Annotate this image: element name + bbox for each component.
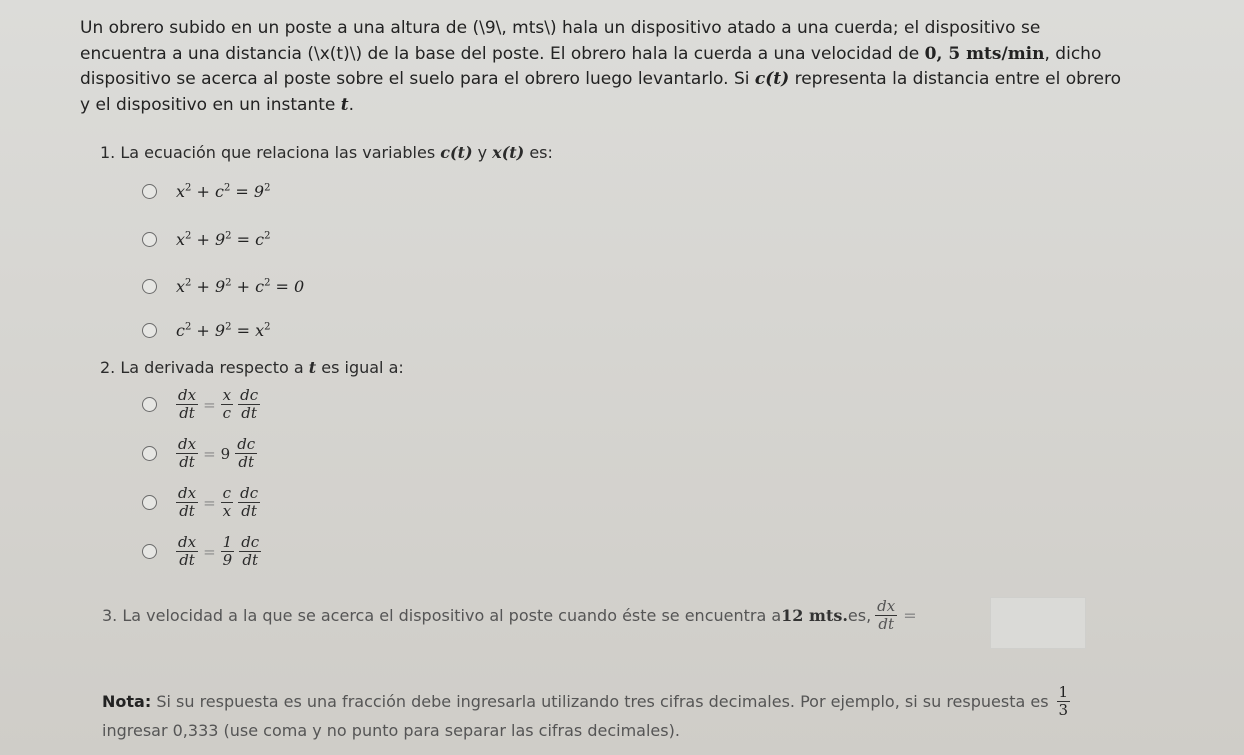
radio-button[interactable] — [142, 323, 157, 338]
problem-statement — [80, 16, 1230, 118]
q2-option-3-label: $\frac{dx}{dt}$ = $\frac{c}{x}$ $\frac{dc}{dt}$ — [178, 484, 259, 520]
q1-option-3[interactable] — [142, 277, 304, 296]
note-example-fraction: $\frac{1}{3}$ — [1058, 683, 1069, 719]
q2-option-2-label: $\frac{dx}{dt}$ = 9 $\frac{dc}{dt}$ — [178, 435, 256, 471]
q1-option-4[interactable] — [142, 321, 270, 340]
q2-option-2[interactable] — [142, 436, 257, 471]
radio-button[interactable] — [142, 495, 157, 510]
q2-option-4-label: $\frac{dx}{dt}$ = $\frac{1}{9}$ $\frac{dc}{dt}$ — [178, 533, 260, 569]
q1-option-2-label: $x^2 + 9^2 = c^2$ — [176, 230, 271, 249]
radio-button[interactable] — [142, 544, 157, 559]
q1-option-1-label: $x^2 + c^2 = 9^2$ — [176, 182, 271, 201]
question-3-prompt: 3. La velocidad a la que se acerca el dispositivo al poste cuando éste se encuentra a 12 mts. es, $\frac{dx}{dt}$ = — [102, 597, 917, 633]
q2-option-4[interactable] — [142, 534, 261, 569]
q2-option-3[interactable] — [142, 485, 260, 520]
question-2-prompt: 2. La derivada respecto a t es igual a: — [100, 358, 404, 377]
statement-line-3: dispositivo se acerca al poste sobre el suelo para el obrero luego levantarlo. Si c(t) representa la distancia entre el obrero — [80, 69, 1122, 89]
answer-input[interactable] — [990, 597, 1086, 649]
statement-line-4: y el dispositivo en un instante t. — [80, 94, 355, 115]
radio-button[interactable] — [142, 446, 157, 461]
note: Nota: Si su respuesta es una fracción debe ingresarla utilizando tres cifras decimales. Por ejemplo, si su respuesta es $\frac{1}{3}$ ingresar 0,333 (use coma y no punto para separar las cifras decimales). — [102, 683, 1069, 740]
q3-derivative: $\frac{dx}{dt}$ — [877, 597, 896, 633]
q1-option-1[interactable] — [142, 182, 270, 201]
q2-option-1-label: $\frac{dx}{dt}$ = $\frac{x}{c}$ $\frac{dc}{dt}$ — [178, 386, 259, 422]
statement-line-1: Un obrero subido en un poste a una altura de (\9\, mts\) hala un dispositivo atado a una cuerda; el dispositivo se — [80, 18, 1041, 38]
statement-line-2: encuentra a una distancia (\x(t)\) de la base del poste. El obrero hala la cuerda a una velocidad de 0, 5 mts/min, dicho — [80, 43, 1102, 64]
radio-button[interactable] — [142, 232, 157, 247]
question-1-prompt: 1. La ecuación que relaciona las variables c(t) y x(t) es: — [100, 143, 553, 162]
q2-option-1[interactable] — [142, 387, 260, 422]
radio-button[interactable] — [142, 397, 157, 412]
radio-button[interactable] — [142, 184, 157, 199]
q1-option-2[interactable] — [142, 230, 270, 249]
q1-option-3-label: $x^2 + 9^2 + c^2 = 0$ — [176, 277, 305, 296]
radio-button[interactable] — [142, 279, 157, 294]
q1-option-4-label: $c^2 + 9^2 = x^2$ — [176, 321, 271, 340]
